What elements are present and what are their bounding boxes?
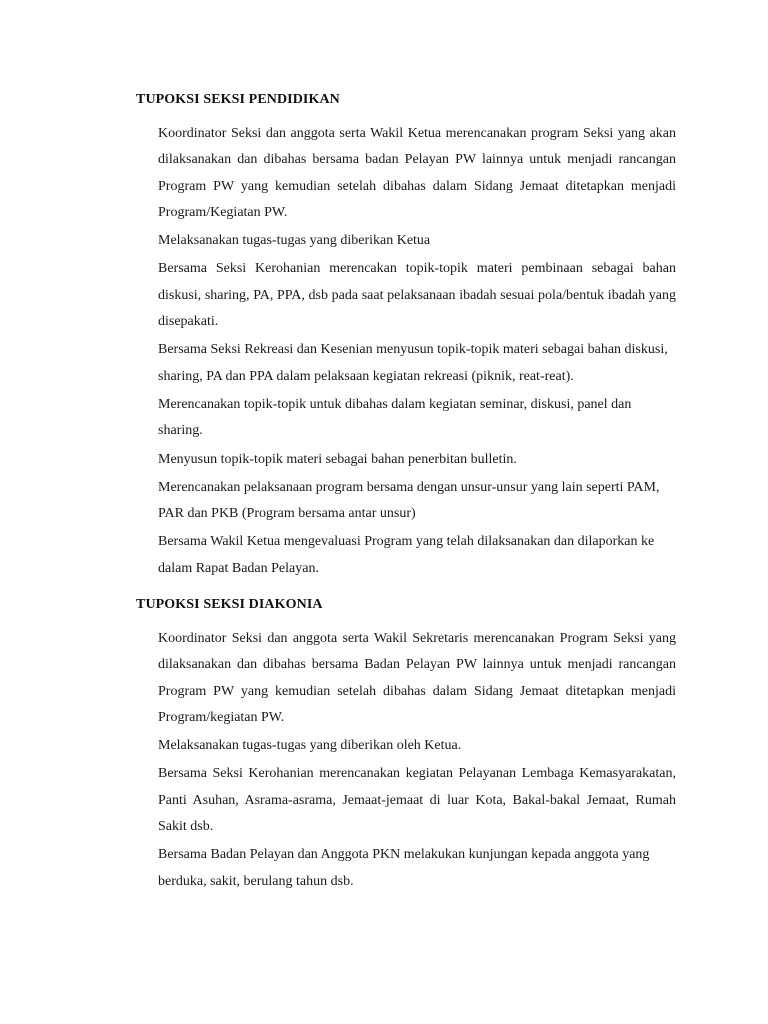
section-title: TUPOKSI SEKSI PENDIDIKAN	[136, 92, 340, 107]
section-diakonia	[136, 596, 676, 897]
list-item: Melaksanakan tugas-tugas yang diberikan Ketua	[158, 233, 431, 249]
list-item: Bersama Seksi Kerohanian merencakan topik-topik materi pembinaan sebagai bahan diskusi, sharing, PA, PPA, dsb pada saat pelaksanaan ibadah sesuai pola/bentuk ibadah yang disepakati.	[158, 261, 676, 330]
section-pendidikan	[136, 91, 676, 584]
task-list	[136, 121, 676, 582]
section-title: TUPOKSI SEKSI DIAKONIA	[136, 597, 323, 612]
list-item: Bersama Badan Pelayan dan Anggota PKN melakukan kunjungan kepada anggota yang berduka, sakit, berulang tahun dsb.	[158, 847, 650, 889]
list-item: Bersama Seksi Kerohanian merencanakan kegiatan Pelayanan Lembaga Kemasyarakatan, Panti Asuhan, Asrama-asrama, Jemaat-jemaat di luar Kota, Bakal-bakal Jemaat, Rumah Sakit dsb.	[158, 766, 676, 835]
task-list	[136, 626, 676, 895]
list-item: Melaksanakan tugas-tugas yang diberikan oleh Ketua.	[158, 738, 462, 754]
list-item: Bersama Seksi Rekreasi dan Kesenian menyusun topik-topik materi sebagai bahan diskusi, sharing, PA dan PPA dalam pelaksaan kegiatan rekreasi (piknik, reat-reat).	[158, 342, 668, 384]
list-item: Menyusun topik-topik materi sebagai bahan penerbitan bulletin.	[158, 451, 517, 467]
list-item: Koordinator Seksi dan anggota serta Wakil Ketua merencanakan program Seksi yang akan dilaksanakan dan dibahas bersama badan Pelayan PW lainnya untuk menjadi rancangan Program PW yang kemudian setelah dibahas dalam Sidang Jemaat ditetapkan menjadi Program/Kegiatan PW.	[158, 126, 676, 220]
list-item: Merencanakan pelaksanaan program bersama dengan unsur-unsur yang lain seperti PAM, PAR dan PKB (Program bersama antar unsur)	[158, 479, 660, 522]
list-item: Merencanakan topik-topik untuk dibahas dalam kegiatan seminar, diskusi, panel dan sharing.	[158, 396, 632, 439]
list-item: Bersama Wakil Ketua mengevaluasi Program yang telah dilaksanakan dan dilaporkan ke dalam Rapat Badan Pelayan.	[158, 534, 655, 576]
list-item: Koordinator Seksi dan anggota serta Wakil Sekretaris merencanakan Program Seksi yang dilaksanakan dan dibahas bersama Badan Pelayan PW lainnya untuk menjadi rancangan Program PW yang kemudian setelah dibahas dalam Sidang Jemaat ditetapkan menjadi Program/kegiatan PW.	[158, 631, 676, 725]
